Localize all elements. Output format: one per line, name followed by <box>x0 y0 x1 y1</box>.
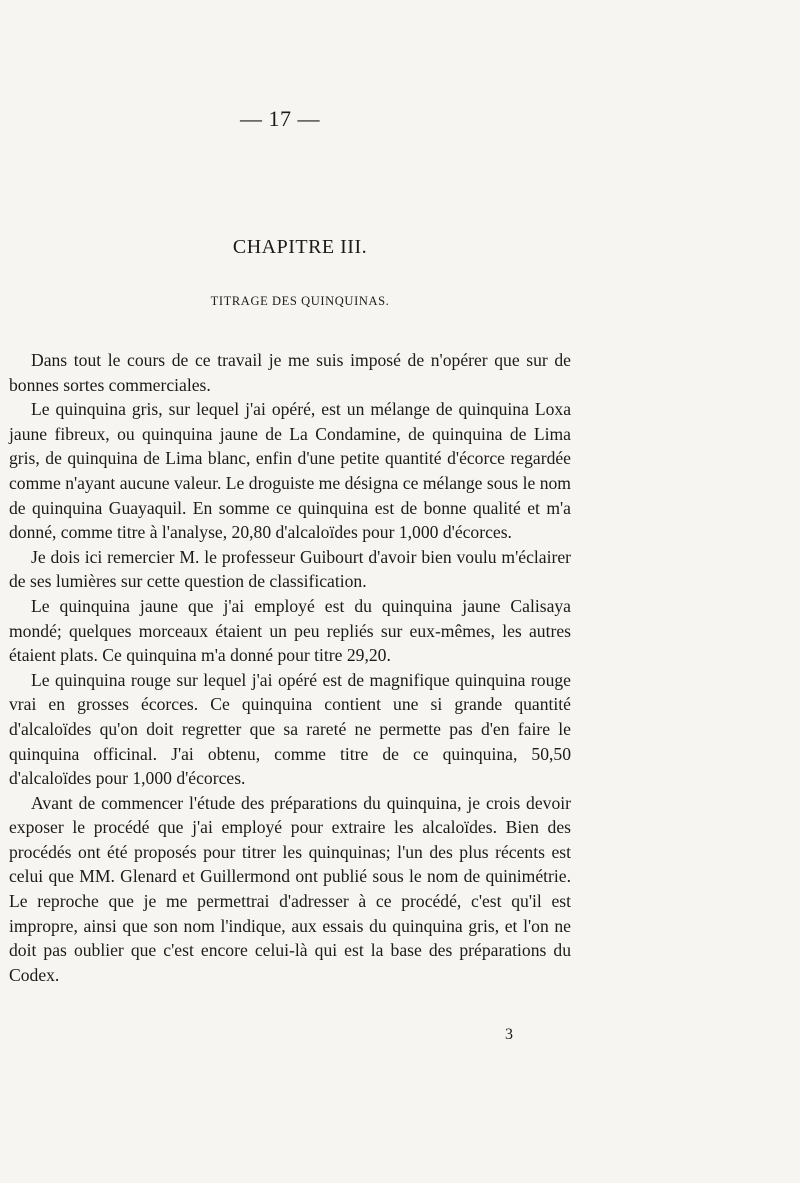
paragraph: Avant de commencer l'étude des préparations du quinquina, je crois devoir exposer le procédé que j'ai employé pour extraire les alcaloïdes. Bien des procédés ont été proposés pour titrer les quinquinas; l'un des plus récents est celui que MM. Glenard et Guillermond ont publié sous le nom de quinimétrie. Le reproche que je me permettrai d'adresser à ce procédé, c'est qu'il est impropre, ainsi que son nom l'indique, aux essais du quinquina gris, et l'on ne doit pas oublier que c'est encore celui-là qui est la base des préparations du Codex. <box>9 792 571 985</box>
page-number: — 17 — <box>240 106 320 131</box>
section-title: TITRAGE DES QUINQUINAS. <box>210 294 390 308</box>
paragraph: Le quinquina gris, sur lequel j'ai opéré, est un mélange de quinquina Loxa jaune fibreux, ou quinquina jaune de La Condamine, de quinquina de Lima gris, de quinquina de Lima blanc, enfin d'une petite quantité d'écorce regardée comme n'ayant aucune valeur. Le droguiste me désigna ce mélange sous le nom de quinquina Guayaquil. En somme ce quinquina est de bonne qualité et m'a donné, comme titre à l'analyse, 20,80 d'alcaloïdes pour 1,000 d'écorces. <box>9 399 571 543</box>
paragraph: Je dois ici remercier M. le professeur Guibourt d'avoir bien voulu m'éclairer de ses lumières sur cette question de classification. <box>9 546 571 592</box>
paragraph: Dans tout le cours de ce travail je me suis imposé de n'opérer que sur de bonnes sortes commerciales. <box>9 350 571 395</box>
body-text <box>9 348 571 987</box>
chapter-title: CHAPITRE III. <box>232 236 368 258</box>
signature-mark: 3 <box>505 1026 513 1043</box>
paragraph: Le quinquina rouge sur lequel j'ai opéré est de magnifique quinquina rouge vrai en grosses écorces. Ce quinquina contient une si grande quantité d'alcaloïdes qu'on doit regretter que sa rareté ne permette pas d'en faire le quinquina officinal. J'ai obtenu, comme titre de ce quinquina, 50,50 d'alcaloïdes pour 1,000 d'écorces. <box>9 669 571 789</box>
paragraph: Le quinquina jaune que j'ai employé est du quinquina jaune Calisaya mondé; quelques morceaux étaient un peu repliés sur eux-mêmes, les autres étaient plats. Ce quinquina m'a donné pour titre 29,20. <box>9 595 571 666</box>
